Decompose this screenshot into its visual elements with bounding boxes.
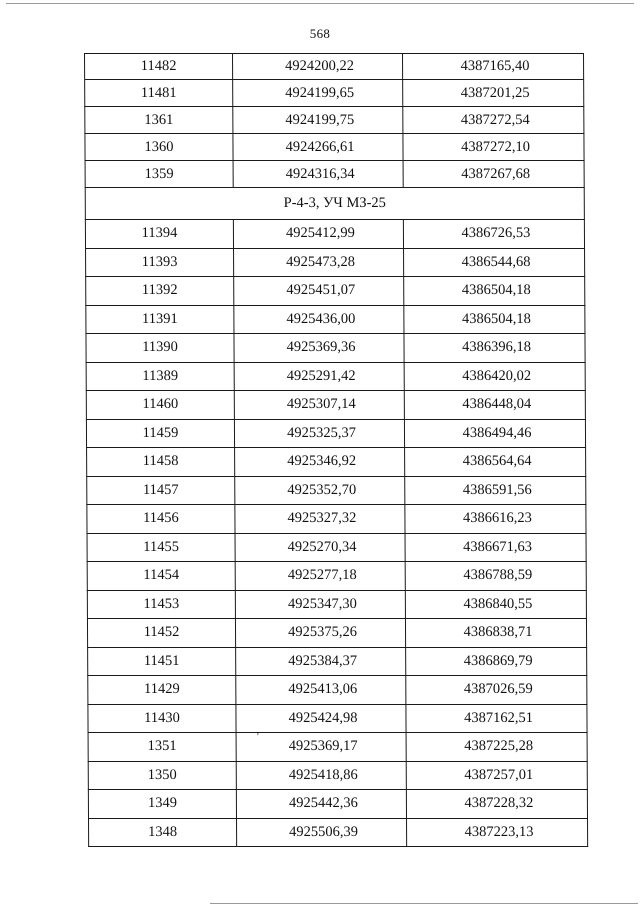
y-coordinate-cell: 4386869,79	[463, 652, 533, 669]
x-coordinate-cell: 4925307,14	[235, 391, 405, 419]
table-row	[86, 363, 586, 392]
x-coordinate-cell: 4925413,06	[236, 676, 406, 704]
y-coordinate-cell: 4386838,71	[463, 624, 533, 641]
table-row	[86, 505, 586, 534]
y-coordinate-cell: 4386448,04	[462, 396, 532, 413]
y-coordinate-cell: 4387026,59	[463, 681, 533, 698]
point-number-cell: 11389	[87, 363, 235, 391]
x-coordinate-cell: 4925327,32	[235, 505, 405, 533]
point-number-cell: 1350	[89, 762, 237, 790]
table-row	[86, 448, 586, 477]
table-row	[88, 762, 588, 791]
y-coordinate-cell: 4386840,55	[463, 595, 533, 612]
y-coordinate-cell: 4386671,63	[463, 538, 533, 555]
section-header-row	[85, 188, 585, 220]
point-number-cell: 11430	[88, 705, 236, 733]
table-row	[88, 733, 588, 762]
table-row	[86, 420, 586, 449]
point-number-cell: 11456	[87, 505, 235, 533]
point-number-cell: 11460	[87, 391, 235, 419]
point-number-cell: 11393	[86, 249, 234, 277]
point-number-cell: 11457	[87, 477, 235, 505]
point-number-cell: 1360	[85, 134, 233, 160]
y-coordinate-cell: 4386504,18	[461, 310, 531, 327]
table-row	[86, 477, 586, 506]
y-coordinate-cell: 4386544,68	[461, 253, 531, 270]
point-number-cell: 11390	[86, 334, 234, 362]
table-row	[88, 819, 588, 848]
point-number-cell: 11394	[86, 220, 234, 248]
point-number-cell: 1348	[89, 819, 237, 847]
x-coordinate-cell: 4925291,42	[235, 363, 405, 391]
point-number-cell: 11459	[87, 420, 235, 448]
y-coordinate-cell: 4387257,01	[464, 766, 534, 783]
x-coordinate-cell: 4924266,61	[233, 134, 403, 160]
y-coordinate-cell: 4387225,28	[464, 738, 534, 755]
scan-bottom-edge-line	[210, 903, 638, 904]
point-number-cell: 11482	[85, 54, 233, 79]
x-coordinate-cell: 4925451,07	[234, 277, 404, 305]
table-row	[85, 306, 585, 335]
table-row	[84, 107, 584, 134]
x-coordinate-cell: 4924200,22	[233, 54, 403, 79]
y-coordinate-cell: 4386420,02	[462, 367, 532, 384]
y-coordinate-cell: 4386564,64	[462, 453, 532, 470]
table-row	[85, 277, 585, 306]
table-row	[88, 790, 588, 819]
scan-speck-mark: '	[257, 732, 259, 743]
y-coordinate-cell: 4386726,53	[461, 225, 531, 242]
point-number-cell: 11391	[86, 306, 234, 334]
point-number-cell: 11481	[85, 80, 233, 106]
table-body-upper	[84, 53, 585, 188]
point-number-cell: 11451	[88, 648, 236, 676]
table-row	[86, 391, 586, 420]
point-number-cell: 11455	[88, 534, 236, 562]
y-coordinate-cell: 4386494,46	[462, 424, 532, 441]
x-coordinate-cell: 4925369,36	[234, 334, 404, 362]
table-row	[87, 619, 587, 648]
table-row	[85, 220, 585, 249]
point-number-cell: 11392	[86, 277, 234, 305]
table-body-lower	[85, 220, 588, 847]
x-coordinate-cell: 4925277,18	[236, 562, 406, 590]
point-number-cell: 11458	[87, 448, 235, 476]
y-coordinate-cell: 4387162,51	[464, 709, 533, 726]
point-number-cell: 1359	[86, 161, 234, 187]
point-number-cell: 11453	[88, 591, 236, 619]
y-coordinate-cell: 4387223,13	[464, 823, 534, 840]
x-coordinate-cell: 4925442,36	[237, 790, 407, 818]
point-number-cell: 1349	[89, 790, 237, 818]
coordinates-table	[84, 53, 588, 847]
y-coordinate-cell: 4386396,18	[462, 339, 532, 356]
y-coordinate-cell: 4386788,59	[463, 567, 533, 584]
y-coordinate-cell: 4386616,23	[462, 510, 532, 527]
table-row	[87, 534, 587, 563]
y-coordinate-cell: 4387165,40	[460, 58, 530, 74]
x-coordinate-cell: 4925436,00	[234, 306, 404, 334]
x-coordinate-cell: 4925473,28	[234, 249, 404, 277]
section-title: Р-4-3, УЧ МЗ-25	[283, 195, 386, 211]
point-number-cell: 11452	[88, 619, 236, 647]
point-number-cell: 1361	[85, 107, 233, 133]
table-row	[87, 648, 587, 677]
x-coordinate-cell: 4924316,34	[234, 161, 404, 187]
x-coordinate-cell: 4925418,86	[237, 762, 407, 790]
table-row	[87, 676, 587, 705]
x-coordinate-cell: 4925352,70	[235, 477, 405, 505]
x-coordinate-cell: 4925375,26	[236, 619, 406, 647]
x-coordinate-cell: 4925347,30	[236, 591, 406, 619]
table-row	[84, 134, 584, 161]
x-coordinate-cell: 4924199,65	[233, 80, 403, 106]
x-coordinate-cell: 4924199,75	[233, 107, 403, 133]
table-row	[84, 53, 584, 80]
x-coordinate-cell: 4925424,98	[236, 705, 406, 733]
y-coordinate-cell: 4387267,68	[461, 165, 531, 182]
x-coordinate-cell: 4925412,99	[234, 220, 404, 248]
point-number-cell: 11429	[88, 676, 236, 704]
table-row	[85, 334, 585, 363]
x-coordinate-cell: 4925384,37	[236, 648, 406, 676]
y-coordinate-cell: 4387272,54	[460, 111, 530, 128]
scan-top-edge-line	[6, 3, 634, 4]
table-row	[87, 562, 587, 591]
point-number-cell: 11454	[88, 562, 236, 590]
table-row	[85, 249, 585, 278]
y-coordinate-cell: 4386591,56	[462, 481, 532, 498]
table-row	[87, 705, 587, 734]
table-row	[85, 161, 585, 188]
x-coordinate-cell: 4925325,37	[235, 420, 405, 448]
x-coordinate-cell: 4925346,92	[235, 448, 405, 476]
point-number-cell: 1351	[89, 733, 237, 761]
page-number: 568	[309, 26, 331, 41]
x-coordinate-cell: 4925506,39	[237, 819, 407, 847]
table-row	[84, 80, 584, 107]
y-coordinate-cell: 4387228,32	[464, 795, 534, 812]
x-coordinate-cell: 4925369,17	[237, 733, 407, 761]
x-coordinate-cell: 4925270,34	[236, 534, 406, 562]
y-coordinate-cell: 4387201,25	[460, 84, 530, 101]
table-row	[87, 591, 587, 620]
y-coordinate-cell: 4387272,10	[461, 138, 530, 155]
y-coordinate-cell: 4386504,18	[461, 282, 531, 299]
